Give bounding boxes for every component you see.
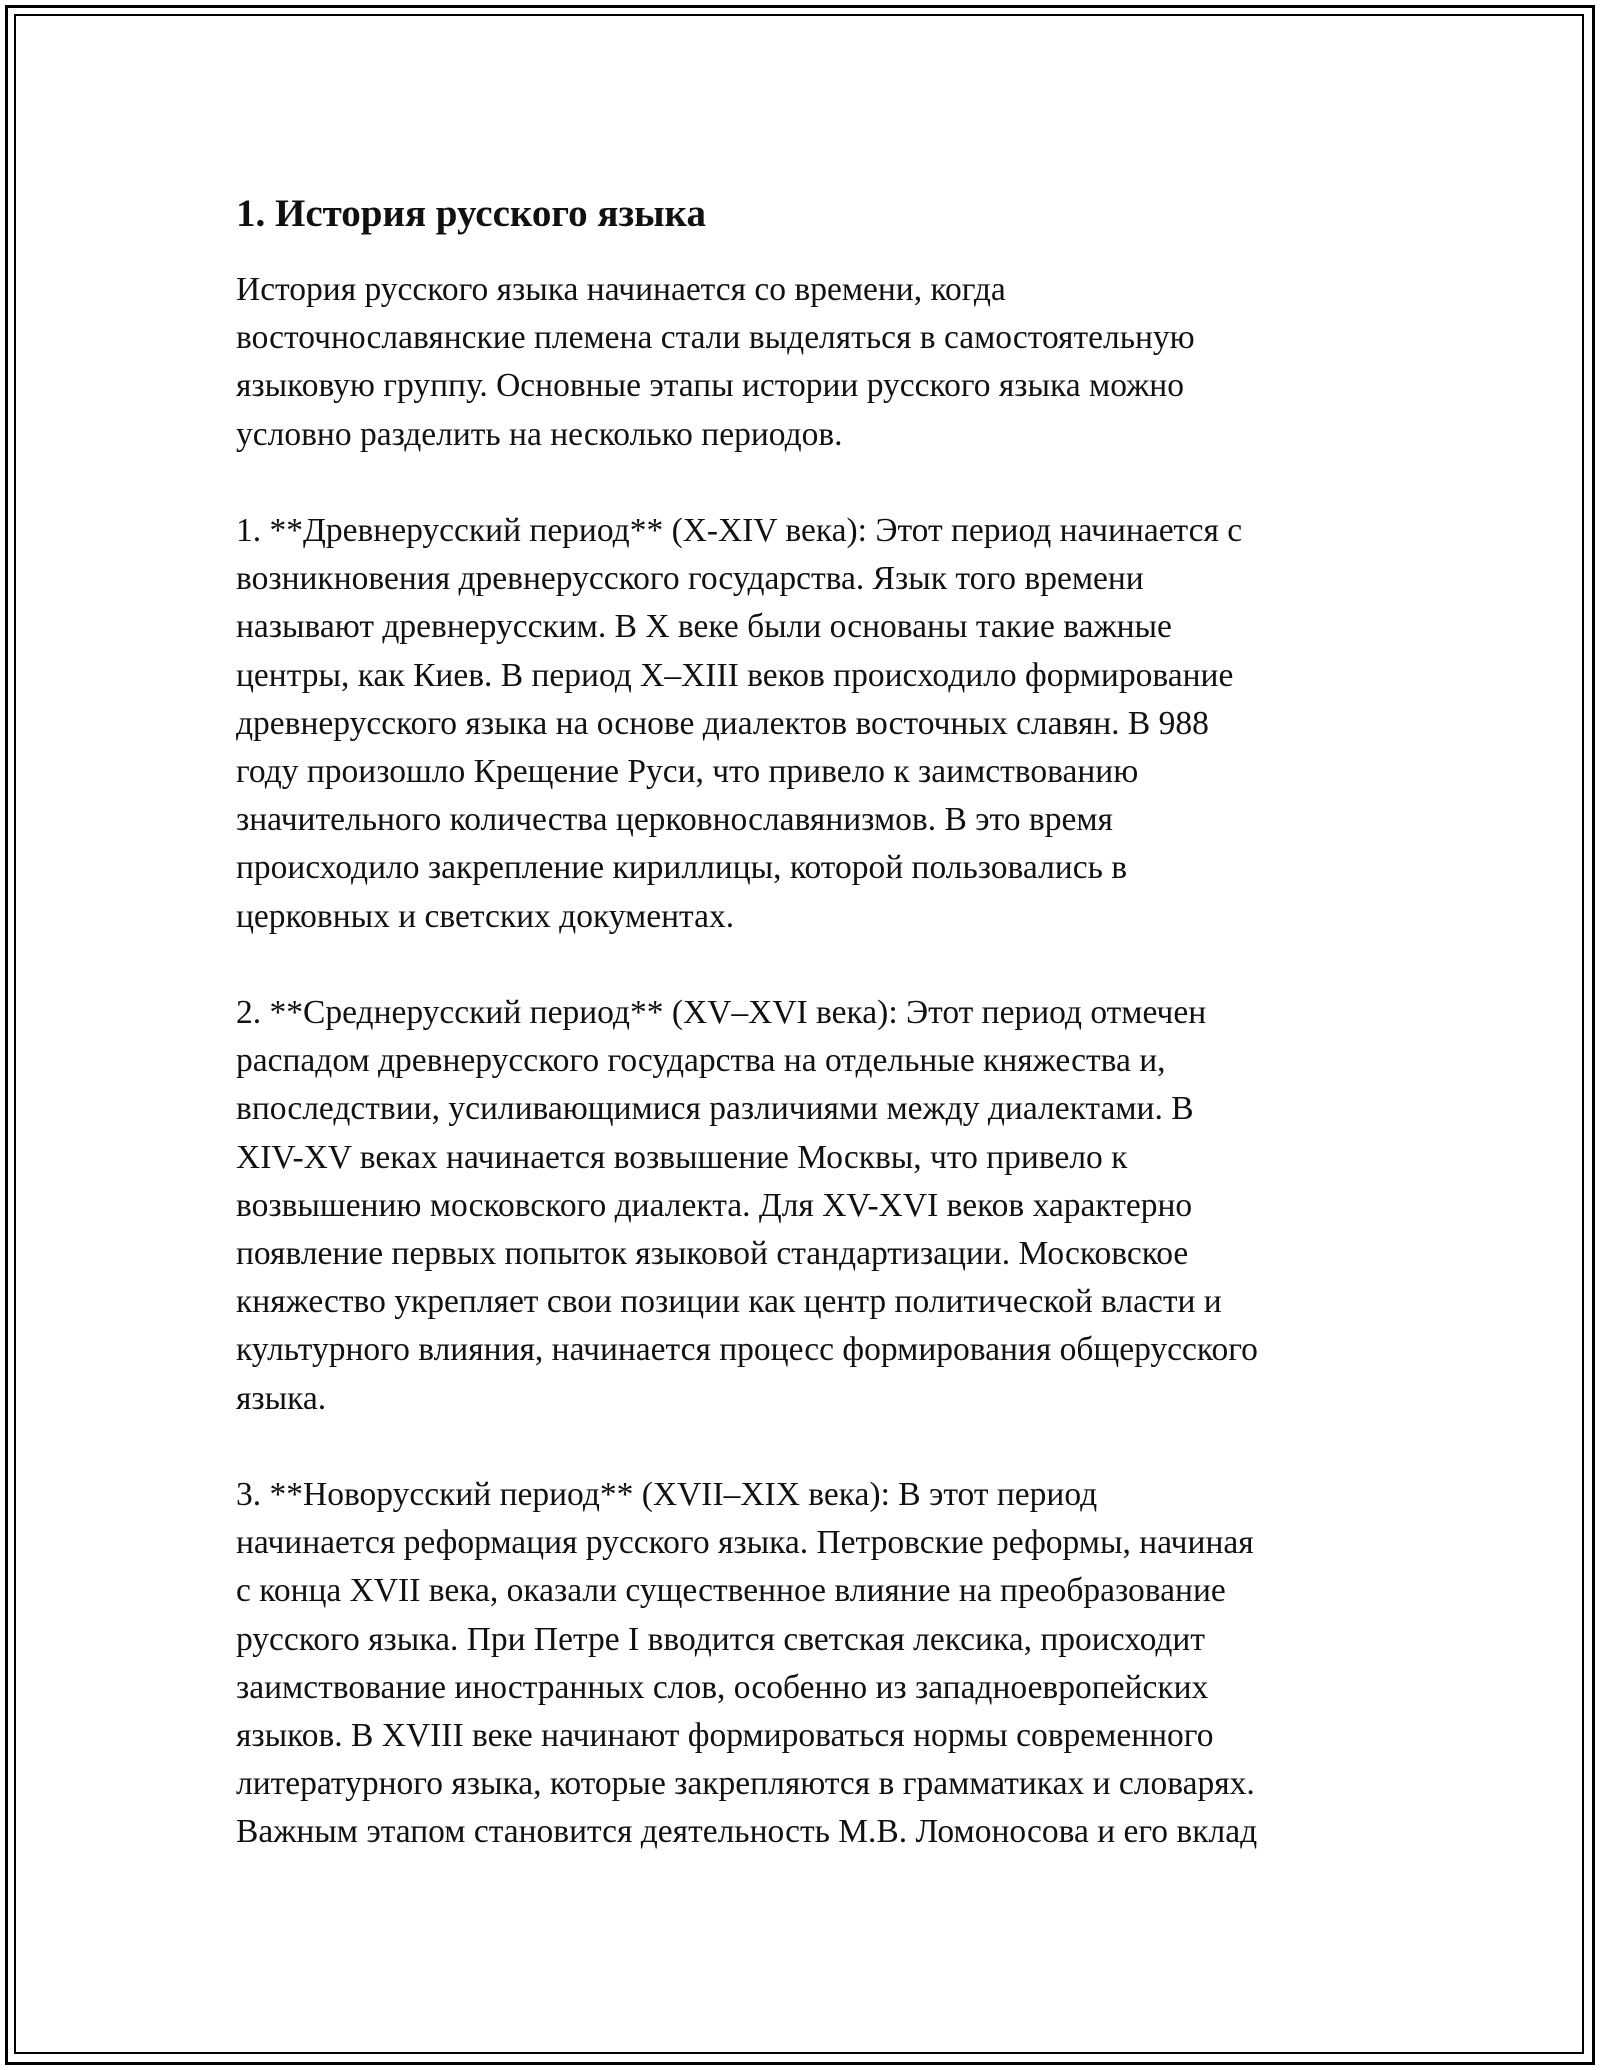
- document-body: [236, 182, 1396, 1905]
- new-russian-period-paragraph: 3. **Новорусский период** (XVII–XIX века): В этот период начинается реформация русского языка. Петровские реформы, начиная с конца XVII века, оказали существенное влияние на преобразование русского языка. При Петре I вводится светская лексика, происходит заимствование иностранных слов, особенно из западноевропейских языков. В XVIII веке начинают формироваться нормы современного литературного языка, которые закрепляются в грамматиках и словарях. Важным этапом становится деятельность М.В. Ломоносова и его вклад: [236, 1476, 1258, 1851]
- old-russian-period-paragraph: 1. **Древнерусский период** (X-XIV века): Этот период начинается с возникновения древнерусского государства. Язык того времени называют древнерусским. В X веке были основаны такие важные центры, как Киев. В период X–XIII веков происходило формирование древнерусского языка на основе диалектов восточных славян. В 988 году произошло Крещение Руси, что привело к заимствованию значительного количества церковнославянизмов. В это время происходило закрепление кириллицы, которой пользовались в церковных и светских документах.: [236, 512, 1243, 935]
- intro-paragraph: История русского языка начинается со времени, когда восточнославянские племена стали выделяться в самостоятельную языковую группу. Основные этапы истории русского языка можно условно разделить на несколько периодов.: [236, 271, 1195, 453]
- middle-russian-period-paragraph: 2. **Среднерусский период** (XV–XVI века): Этот период отмечен распадом древнерусского государства на отдельные княжества и, впоследствии, усиливающимися различиями между диалектами. В XIV-XV веках начинается возвышение Москвы, что привело к возвышению московского диалекта. Для XV-XVI веков характерно появление первых попыток языковой стандартизации. Московское княжество укрепляет свои позиции как центр политической власти и культурного влияния, начинается процесс формирования общерусского языка.: [236, 994, 1258, 1417]
- section-heading: 1. История русского языка: [236, 192, 706, 235]
